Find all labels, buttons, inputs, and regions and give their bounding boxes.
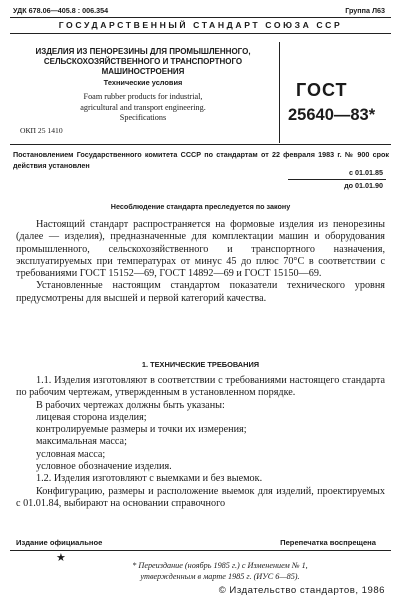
title-block-rule <box>10 144 391 145</box>
gost-number: 25640—83* <box>288 106 376 124</box>
english-title-line: agricultural and transport engineering. <box>80 102 206 112</box>
decree-text: Постановлением Государственного комитета СССР по стандартам от 22 февраля 1983 г. № 900 срок действия установлен <box>13 150 389 170</box>
quality-paragraph: Установленные настоящим стандартом показатели технического уровня предусмотрены для высшей и первой категорий качества. <box>16 280 385 304</box>
russian-title-line: МАШИНОСТРОЕНИЯ <box>101 66 185 76</box>
english-title-line: Specifications <box>119 113 167 122</box>
list-item: максимальная масса; <box>36 436 127 448</box>
reprint-prohibited-label: Перепечатка воспрещена <box>280 538 376 547</box>
english-title-line: Foam rubber products for industrial, <box>83 92 203 101</box>
technical-conditions-label: Технические условия <box>103 78 183 87</box>
effective-date-to: до 01.01.90 <box>344 181 383 190</box>
effective-date-from: с 01.01.85 <box>349 168 383 177</box>
date-divider <box>288 179 386 180</box>
header-bottom-rule <box>10 33 391 34</box>
section-heading: 1. ТЕХНИЧЕСКИЕ ТРЕБОВАНИЯ <box>141 360 260 369</box>
section-body <box>16 375 385 510</box>
list-item: условное обозначение изделия. <box>36 461 172 473</box>
list-item: контролируемые размеры и точки их измерения; <box>36 424 247 436</box>
russian-title-line: ИЗДЕЛИЯ ИЗ ПЕНОРЕЗИНЫ ДЛЯ ПРОМЫШЛЕННОГО, <box>35 47 251 56</box>
clause-1-2: 1.2. Изделия изготовляют с выемками и без выемок. <box>36 473 263 485</box>
clause-1-1: 1.1. Изделия изготовляют в соответствии с требованиями настоящего стандарта по рабочим чертежам, утвержденным в установленном порядке. <box>16 375 385 399</box>
drawings-intro: В рабочих чертежах должны быть указаны: <box>36 399 225 411</box>
configuration-paragraph: Конфигурацию, размеры и расположение выемок для изделий, проектируемых с 01.01.84, выбирают на основании справочного <box>16 485 385 509</box>
group-code: Группа Л63 <box>345 6 385 15</box>
reprint-note <box>60 561 380 582</box>
gost-label: ГОСТ <box>296 80 348 100</box>
intro-paragraph <box>16 219 385 305</box>
udk-code: УДК 678.06—405.8 : 006.354 <box>13 6 109 15</box>
reprint-note-line: утвержденным в марте 1985 г. (ИУС 6—85). <box>140 571 300 581</box>
okp-code: ОКП 25 1410 <box>20 126 63 135</box>
title-divider <box>279 42 280 143</box>
header-top-rule <box>10 17 391 18</box>
footer-rule <box>10 550 391 551</box>
copyright: © Издательство стандартов, 1986 <box>218 585 385 596</box>
reprint-note-line: * Переиздание (ноябрь 1985 г.) с Изменением № 1, <box>132 561 308 570</box>
russian-title-line: СЕЛЬСКОХОЗЯЙСТВЕННОГО И ТРАНСПОРТНОГО <box>43 56 243 66</box>
list-item: лицевая сторона изделия; <box>36 411 147 423</box>
penalty-notice: Несоблюдение стандарта преследуется по закону <box>110 202 291 211</box>
english-title <box>14 92 272 124</box>
star-icon: ★ <box>56 552 66 564</box>
list-item: условная масса; <box>36 448 106 460</box>
official-edition-label: Издание официальное <box>16 538 103 547</box>
standard-banner: ГОСУДАРСТВЕННЫЙ СТАНДАРТ СОЮЗА ССР <box>58 20 343 30</box>
russian-title <box>14 47 272 76</box>
scope-paragraph: Настоящий стандарт распространяется на формовые изделия из пенорезины (далее — изделия), предназначенные для комплектации машин и оборудования промышленного, сельскохозяйственного и транспортного назначения, эксплуатируемых при температурах от минус 45 до плюс 70°С в соответствии с требованиями ГОСТ 15152—69, ГОСТ 14892—69 и ГОСТ 15150—69. <box>16 219 385 280</box>
